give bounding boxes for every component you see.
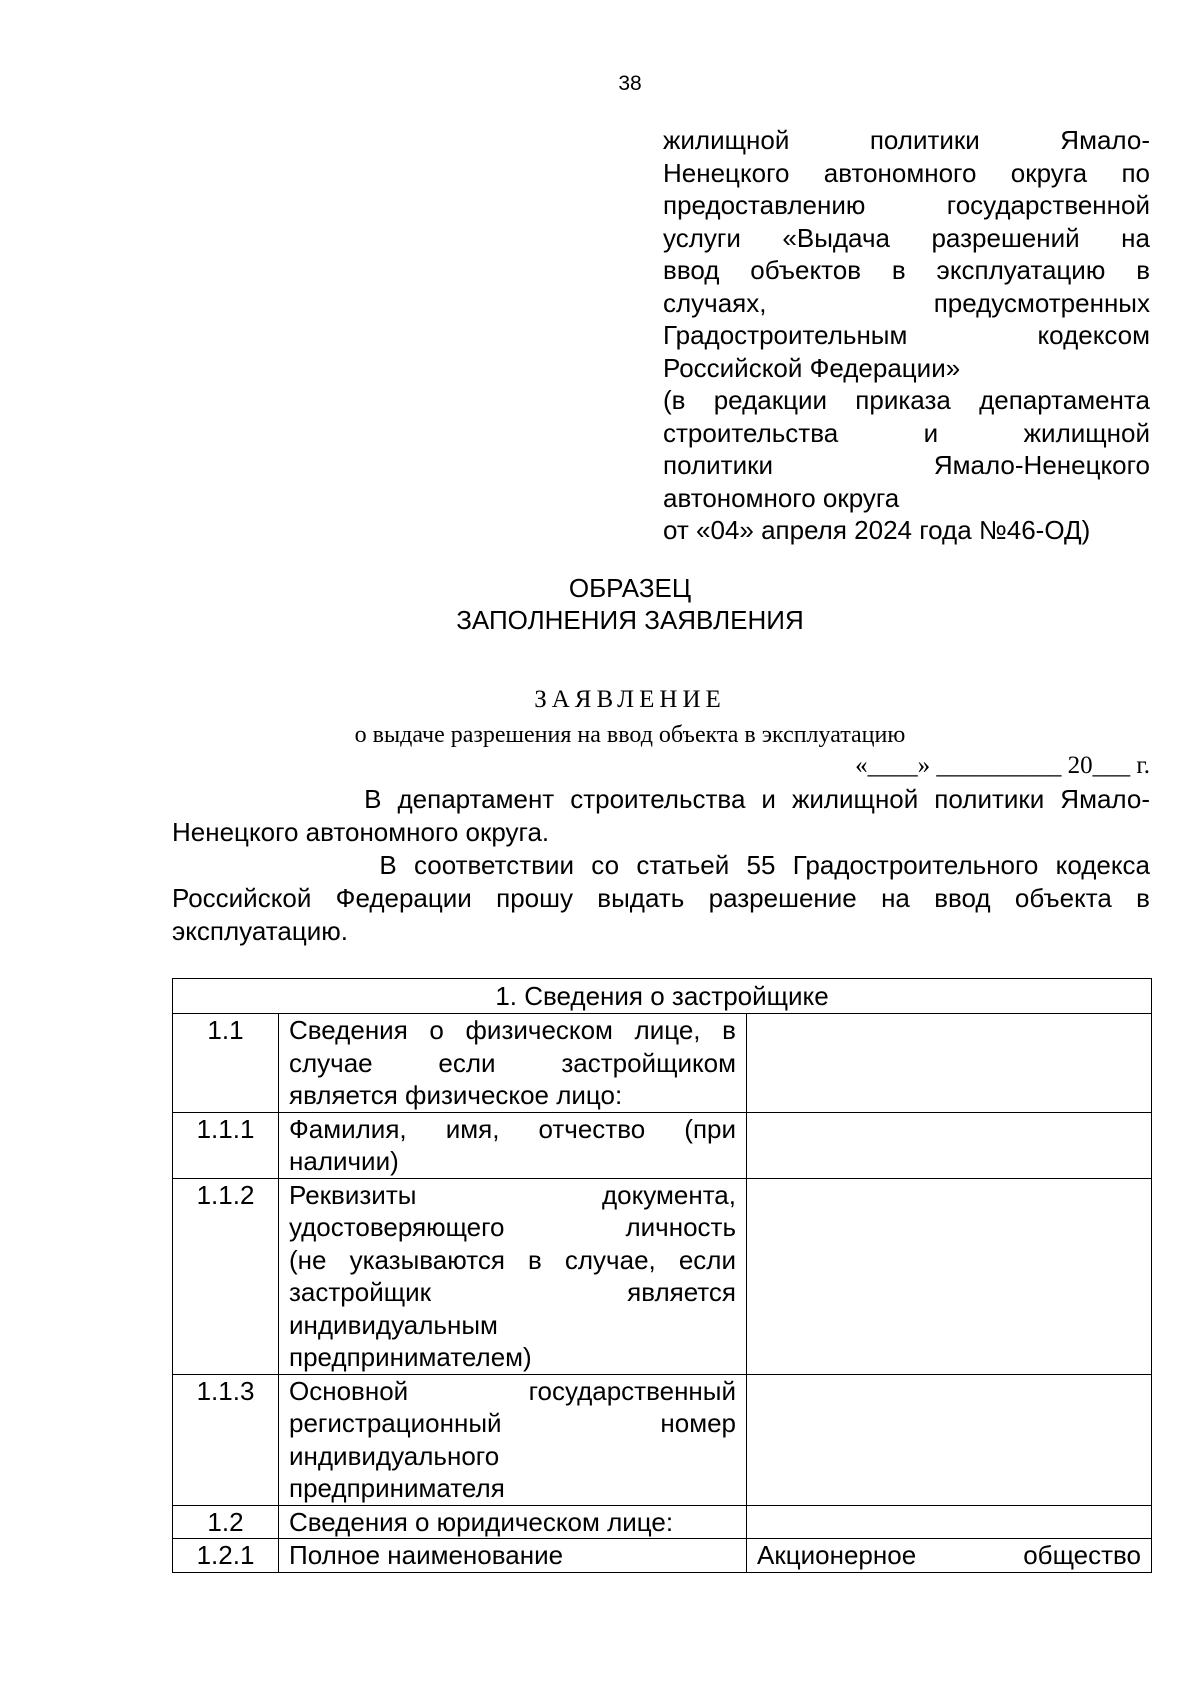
row-description (279, 1178, 747, 1374)
addressee-paragraph (172, 783, 1150, 849)
section-header-row (173, 979, 1152, 1014)
row-value-field[interactable] (747, 1178, 1152, 1374)
table-row (173, 1505, 1152, 1539)
description-line-3: (не указываются в случае, если (289, 1244, 736, 1275)
addressee-line-1: В департамент строительства и жилищной политики Ямало- (172, 784, 1150, 814)
row-value-field[interactable] (747, 1014, 1152, 1113)
row-number: 1.1.2 (173, 1178, 279, 1374)
row-value-field[interactable] (747, 1374, 1152, 1505)
row-value-field[interactable] (747, 1505, 1152, 1539)
page-number: 38 (618, 72, 642, 95)
row-value-field[interactable] (747, 1539, 1152, 1573)
description-line-4: предпринимателя (289, 1473, 505, 1503)
description-line-2: случае если застройщиком (289, 1047, 736, 1078)
table-row (173, 1178, 1152, 1374)
row-description (279, 1112, 747, 1178)
row-number: 1.1 (173, 1014, 279, 1113)
heading-line-3: предоставлению государственной (663, 190, 1150, 220)
heading-line-12: автономного округа (663, 482, 900, 513)
row-value-field[interactable] (747, 1112, 1152, 1178)
description-line-2: наличии) (289, 1146, 399, 1176)
table-row (173, 1374, 1152, 1505)
value-line-1: Акционерное общество (757, 1540, 1142, 1570)
sample-title (0, 572, 1200, 636)
date-line: «____» __________ 20___ г. (855, 752, 1150, 779)
description-line-3: индивидуального (289, 1440, 500, 1471)
heading-line-2: Ненецкого автономного округа по (663, 157, 1150, 188)
row-description (279, 1374, 747, 1505)
heading-line-10: строительства и жилищной (663, 417, 1150, 448)
applicant-info-table-wrap (172, 978, 1152, 1573)
sample-title-line-2: ЗАПОЛНЕНИЯ ЗАЯВЛЕНИЯ (456, 605, 804, 635)
row-description (279, 1539, 747, 1573)
addressee-line-2: Ненецкого автономного округа. (172, 817, 550, 847)
document-subtitle: о выдаче разрешения на ввод объекта в эксплуатацию (354, 722, 906, 748)
description-line-1: Реквизиты документа, (289, 1179, 736, 1210)
row-number: 1.1.1 (173, 1112, 279, 1178)
description-line-1: Полное наименование (289, 1540, 564, 1570)
description-line-1: Сведения о юридическом лице: (289, 1506, 674, 1537)
row-number: 1.1.3 (173, 1374, 279, 1505)
heading-line-7: Градостроительным кодексом (663, 320, 1150, 350)
description-line-4: застройщик является (289, 1277, 736, 1307)
table-row (173, 1014, 1152, 1113)
heading-line-4: услуги «Выдача разрешений на (663, 222, 1150, 253)
description-line-1: Фамилия, имя, отчество (при (289, 1113, 736, 1144)
row-number: 1.2.1 (173, 1539, 279, 1573)
request-line-2: Российской Федерации прошу выдать разрешение на ввод объекта в (172, 883, 1150, 913)
heading-line-1: жилищной политики Ямало- (663, 125, 1150, 155)
applicant-info-table (172, 978, 1152, 1573)
row-number: 1.2 (173, 1505, 279, 1539)
description-line-3: является физическое лицо: (289, 1080, 623, 1110)
heading-line-9: (в редакции приказа департамента (663, 385, 1150, 415)
request-paragraph (172, 849, 1150, 948)
heading-line-6: случаях, предусмотренных (663, 287, 1150, 318)
description-line-1: Сведения о физическом лице, в (289, 1015, 736, 1045)
approval-reference-block (663, 124, 1150, 547)
description-line-6: предпринимателем) (289, 1342, 532, 1372)
heading-line-11: политики Ямало-Ненецкого (663, 450, 1150, 480)
request-line-3: эксплуатацию. (172, 916, 348, 946)
sample-title-line-1: ОБРАЗЕЦ (568, 573, 692, 603)
row-description (279, 1505, 747, 1539)
description-line-1: Основной государственный (289, 1375, 736, 1406)
heading-line-5: ввод объектов в эксплуатацию в (663, 255, 1150, 285)
description-line-2: удостоверяющего личность (289, 1212, 736, 1242)
document-title: ЗАЯВЛЕНИЕ (534, 686, 726, 713)
description-line-5: индивидуальным (289, 1309, 498, 1340)
row-description (279, 1014, 747, 1113)
section-header: 1. Сведения о застройщике (173, 979, 1152, 1014)
table-row (173, 1539, 1152, 1573)
request-line-1: В соответствии со статьей 55 Градостроительного кодекса (172, 850, 1150, 880)
table-row (173, 1112, 1152, 1178)
heading-line-8: Российской Федерации» (663, 352, 961, 383)
heading-line-13: от «04» апреля 2024 года №46-ОД) (663, 515, 1091, 545)
description-line-2: регистрационный номер (289, 1408, 736, 1438)
